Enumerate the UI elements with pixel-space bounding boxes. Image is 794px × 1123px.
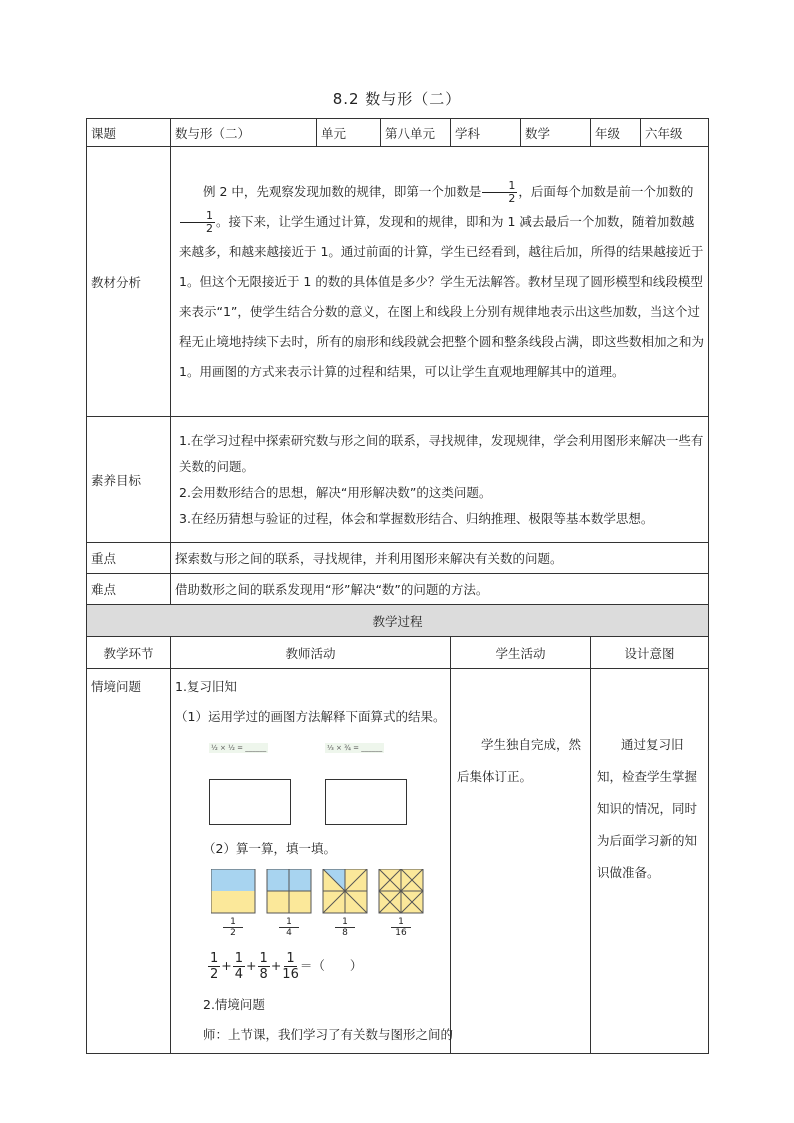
difficulty-value: 借助数形之间的联系发现用“形”解决“数”的问题的方法。 <box>171 574 709 605</box>
label-half: 1 2 <box>223 917 243 938</box>
discipline-value: 数学 <box>521 119 591 147</box>
difficulty-label: 难点 <box>87 574 171 605</box>
drawing-box[interactable] <box>209 779 291 825</box>
equation-1: ½ × ½ = ______ <box>211 744 267 752</box>
student-activity: 学生独自完成，然后集体订正。 <box>451 669 591 1054</box>
analysis-line1a: 例 2 中，先观察发现加数的规律，即第一个加数是 <box>203 183 482 199</box>
label-quarter: 1 4 <box>279 917 299 938</box>
situation-heading: 2.情境问题 <box>203 997 265 1012</box>
key-value: 探索数与形之间的联系，寻找规律，并利用图形来解决有关数的问题。 <box>171 543 709 574</box>
goal-item: 1.在学习过程中探索研究数与形之间的联系，寻找规律，发现规律，学会利用图形来解决一些有关数的问题。 <box>179 432 704 474</box>
task2-text: （2）算一算，填一填。 <box>203 841 336 856</box>
grade-value: 六年级 <box>641 119 709 147</box>
square-sixteenth <box>379 869 423 913</box>
analysis-label: 教材分析 <box>87 147 171 417</box>
square-half <box>211 869 255 913</box>
sum-expression: $\frac{1}{2}$ + $\frac{1}{4}$ + $\frac{1}{8}$ + $\frac{1}{16}$ ＝（ ） <box>210 951 363 982</box>
page-title: 8.2 数与形（二） <box>332 90 462 108</box>
teacher-speech: 师：上节课，我们学习了有关数与图形之间的 <box>203 1027 454 1042</box>
unit-label: 单元 <box>317 119 381 147</box>
goals-label: 素养目标 <box>87 417 171 543</box>
analysis-rest: 着加数越来越多，和越来越接近于 1。通过前面的计算，学生已经看到，越往后加，所得的结果越接近于 1。但这个无限接近于 1 的数的具体值是多少？学生无法解答。教材呈现了圆形模型和线段模型来表示“1”，使学生结合分数的意义，在图上和线段上分别有规律地表示出这些加数，当这个过程无止境地持续下去时，所有的扇形和线段就会把整个圆和整条线段占满，即这些数相加之和为 1。用画图的方式来表示计算的过程和结果，可以让学生直观地理解其中的道理。 <box>179 213 705 379</box>
analysis-line2a: 数的 <box>668 183 694 199</box>
analysis-line2b: 。接下来，让学生通过计算，发现和的规律，即和为 1 减去最后一个加数，随 <box>216 213 645 229</box>
analysis-line1b: ，后面每个加数是前一个加 <box>518 183 669 199</box>
grade-label: 年级 <box>591 119 641 147</box>
equation-2: ⅓ × ¾ = ______ <box>327 744 383 752</box>
col-intent: 设计意图 <box>591 637 709 669</box>
lesson-table <box>86 118 709 1054</box>
discipline-label: 学科 <box>451 119 521 147</box>
goal-item: 3.在经历猜想与验证的过程，体会和掌握数形结合、归纳推理、极限等基本数学思想。 <box>179 510 654 526</box>
col-teacher: 教师活动 <box>171 637 451 669</box>
task1-text: （1）运用学过的画图方法解释下面算式的结果。 <box>175 709 446 724</box>
process-heading: 教学过程 <box>87 605 709 637</box>
review-heading: 1.复习旧知 <box>175 679 237 694</box>
teacher-activity <box>171 669 454 1054</box>
label-sixteenth: 1 16 <box>391 917 411 938</box>
col-stage: 教学环节 <box>87 637 171 669</box>
goals-list <box>171 417 709 543</box>
square-eighth <box>323 869 367 913</box>
square-quarter <box>267 869 311 913</box>
col-student: 学生活动 <box>451 637 591 669</box>
subject-value: 数与形（二） <box>171 119 317 147</box>
label-eighth: 1 8 <box>335 917 355 938</box>
subject-label: 课题 <box>87 119 171 147</box>
goal-item: 2.会用数形结合的思想，解决“用形解决数”的这类问题。 <box>179 484 492 500</box>
fraction-squares <box>211 869 431 919</box>
drawing-box[interactable] <box>325 779 407 825</box>
unit-value: 第八单元 <box>381 119 451 147</box>
fraction-half: $\frac{1}{2}$ <box>482 180 517 205</box>
sum-answer-blank: ＝（ ） <box>299 958 363 973</box>
fraction-half: $\frac{1}{2}$ <box>180 210 215 235</box>
design-intent: 通过复习旧知，检查学生掌握知识的情况，同时为后面学习新的知识做准备。 <box>591 669 709 1054</box>
key-label: 重点 <box>87 543 171 574</box>
stage-label: 情境问题 <box>87 669 171 1054</box>
analysis-text <box>171 147 709 417</box>
